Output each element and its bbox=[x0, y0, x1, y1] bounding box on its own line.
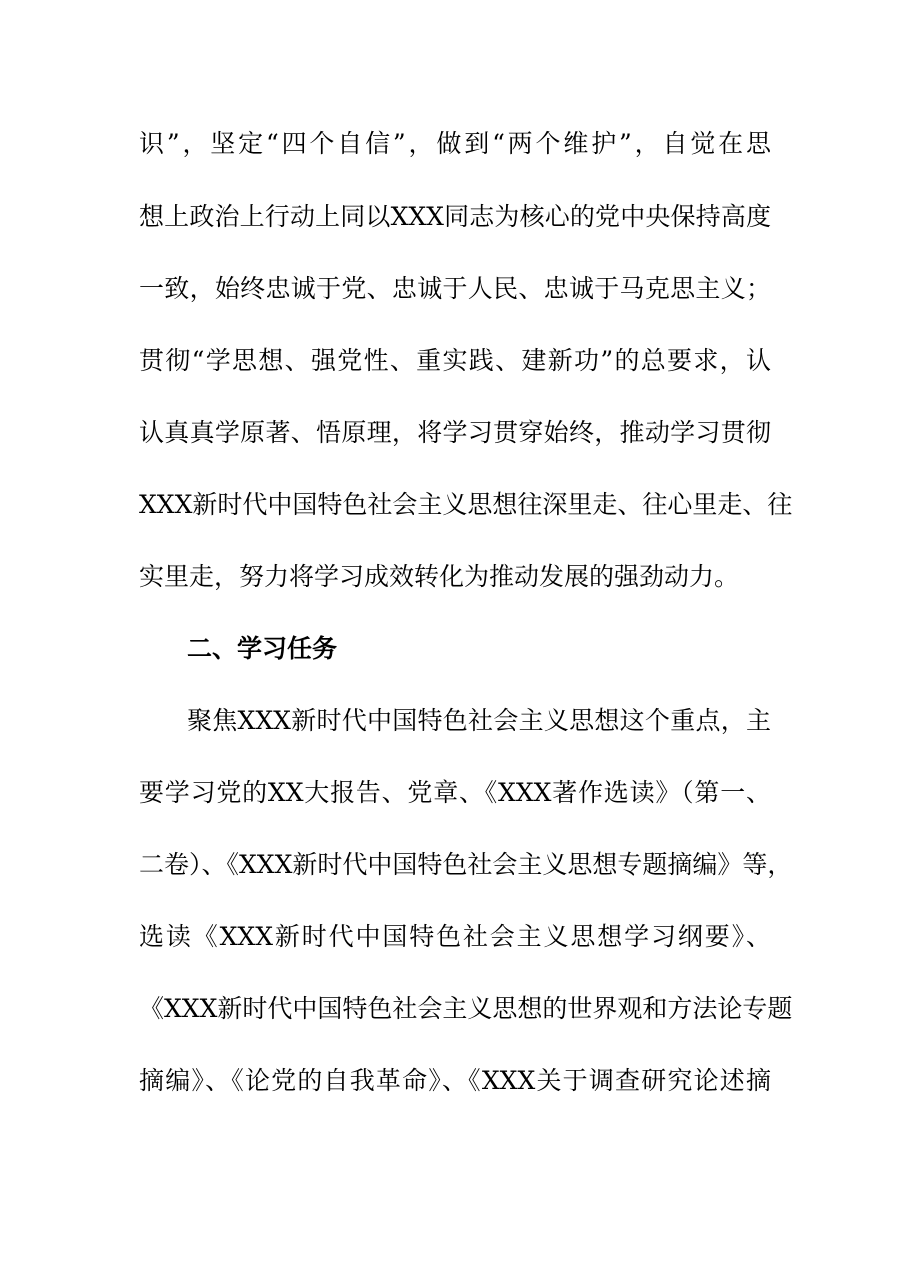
paragraph-line: 二卷）、《XXX新时代中国特色社会主义思想专题摘编》等， bbox=[139, 850, 793, 879]
paragraph-line: 选读《XXX新时代中国特色社会主义思想学习纲要》、 bbox=[139, 922, 771, 951]
paragraph-line: 聚焦XXX新时代中国特色社会主义思想这个重点，主 bbox=[187, 706, 771, 735]
paragraph-line: 贯彻“学思想、强党性、重实践、建新功”的总要求，认 bbox=[139, 346, 771, 375]
paragraph-line: XXX新时代中国特色社会主义思想往深里走、往心里走、往 bbox=[139, 490, 793, 519]
paragraph-line: 《XXX新时代中国特色社会主义思想的世界观和方法论专题 bbox=[139, 994, 793, 1023]
paragraph-line: 识”，坚定“四个自信”，做到“两个维护”，自觉在思 bbox=[139, 129, 771, 158]
section-heading: 二、学习任务 bbox=[187, 634, 338, 663]
paragraph-line: 摘编》、《论党的自我革命》、《XXX关于调查研究论述摘 bbox=[139, 1066, 771, 1095]
paragraph-line: 实里走，努力将学习成效转化为推动发展的强劲动力。 bbox=[139, 562, 740, 591]
paragraph-line: 想上政治上行动上同以XXX同志为核心的党中央保持高度 bbox=[139, 202, 771, 231]
paragraph-line: 认真真学原著、悟原理，将学习贯穿始终，推动学习贯彻 bbox=[139, 418, 771, 447]
paragraph-line: 一致，始终忠诚于党、忠诚于人民、忠诚于马克思主义； bbox=[139, 274, 771, 303]
paragraph-line: 要学习党的XX大报告、党章、《XXX著作选读》（第一、 bbox=[139, 778, 771, 807]
